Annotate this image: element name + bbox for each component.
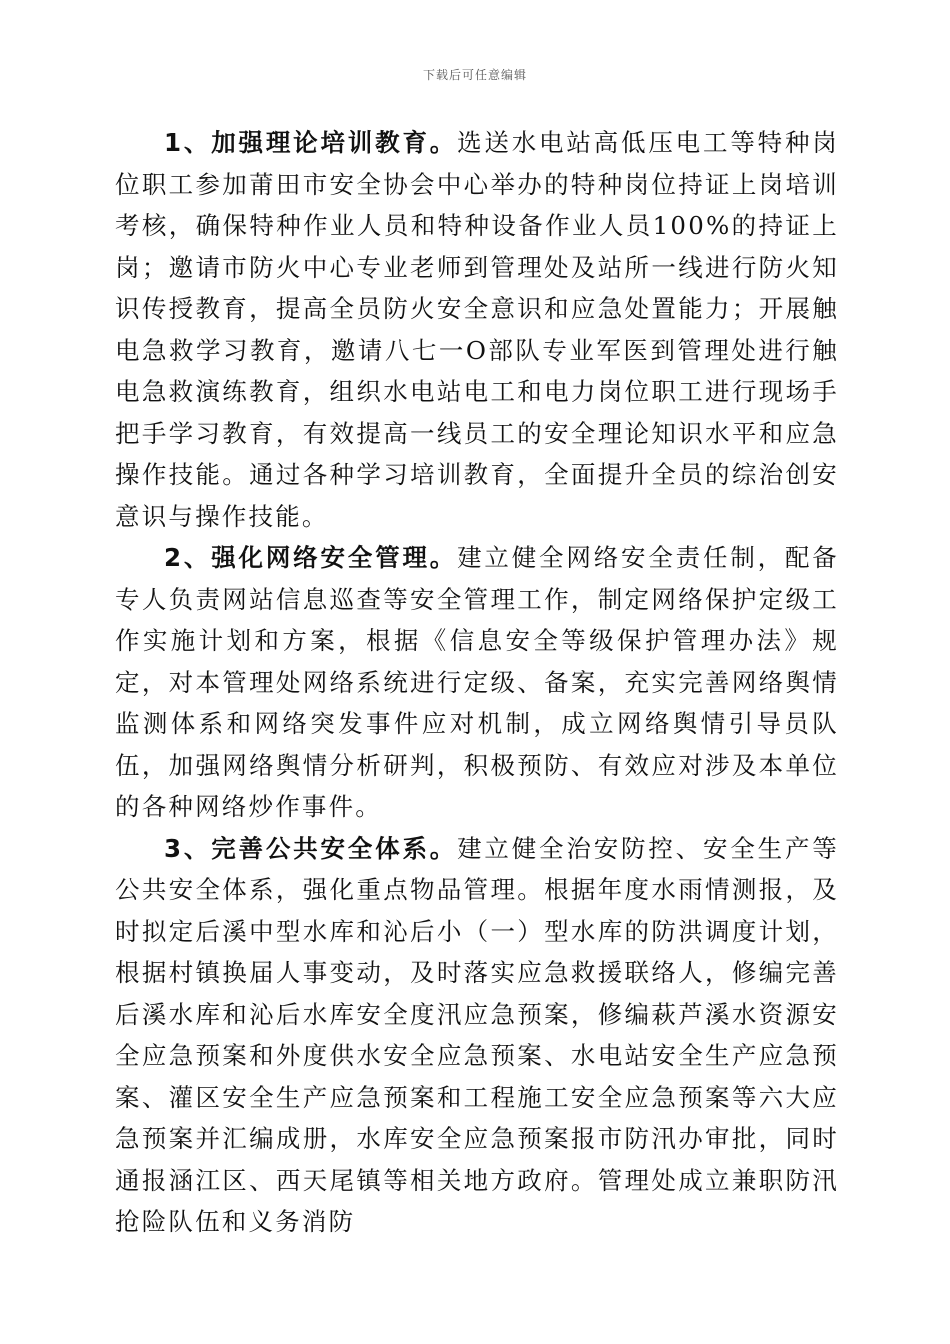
paragraph-1-text: 选送水电站高低压电工等特种岗位职工参加莆田市安全协会中心举办的特种岗位持证上岗培训考核，确保特种作业人员和特种设备作业人员100%的持证上岗；邀请市防火中心专业老师到管理处及站所一线进行防火知识传授教育，提高全员防火安全意识和应急处置能力；开展触电急救学习教育，邀请八七一O部队专业军医到管理处进行触电急救演练教育，组织水电站电工和电力岗位职工进行现场手把手学习教育，有效提高一线员工的安全理论知识水平和应急操作技能。通过各种学习培训教育，全面提升全员的综治创安意识与操作技能。 [115,128,839,531]
paragraph-3 [115,828,839,1243]
paragraph-3-heading: 3、完善公共安全体系。 [164,833,458,863]
paragraph-2 [115,537,839,828]
paragraph-1-heading: 1、加强理论培训教育。 [164,128,458,157]
paragraph-3-text: 建立健全治安防控、安全生产等公共安全体系，强化重点物品管理。根据年度水雨情测报，及时拟定后溪中型水库和沁后小（一）型水库的防洪调度计划，根据村镇换届人事变动，及时落实应急救援联络人，修编完善后溪水库和沁后水库安全度汛应急预案，修编萩芦溪水资源安全应急预案和外度供水安全应急预案、水电站安全生产应急预案、灌区安全生产应急预案和工程施工安全应急预案等六大应急预案并汇编成册，水库安全应急预案报市防汛办审批，同时通报涵江区、西天尾镇等相关地方政府。管理处成立兼职防汛抢险队伍和义务消防 [115,833,839,1236]
header-note: 下载后可任意编辑 [422,68,527,82]
paragraph-2-heading: 2、强化网络安全管理。 [164,543,458,572]
document-body [115,122,839,1243]
paragraph-2-text: 建立健全网络安全责任制，配备专人负责网站信息巡查等安全管理工作，制定网络保护定级工作实施计划和方案，根据《信息安全等级保护管理办法》规定，对本管理处网络系统进行定级、备案，充实完善网络舆情监测体系和网络突发事件应对机制，成立网络舆情引导员队伍，加强网络舆情分析研判，积极预防、有效应对涉及本单位的各种网络炒作事件。 [115,543,839,821]
paragraph-1 [115,122,839,537]
